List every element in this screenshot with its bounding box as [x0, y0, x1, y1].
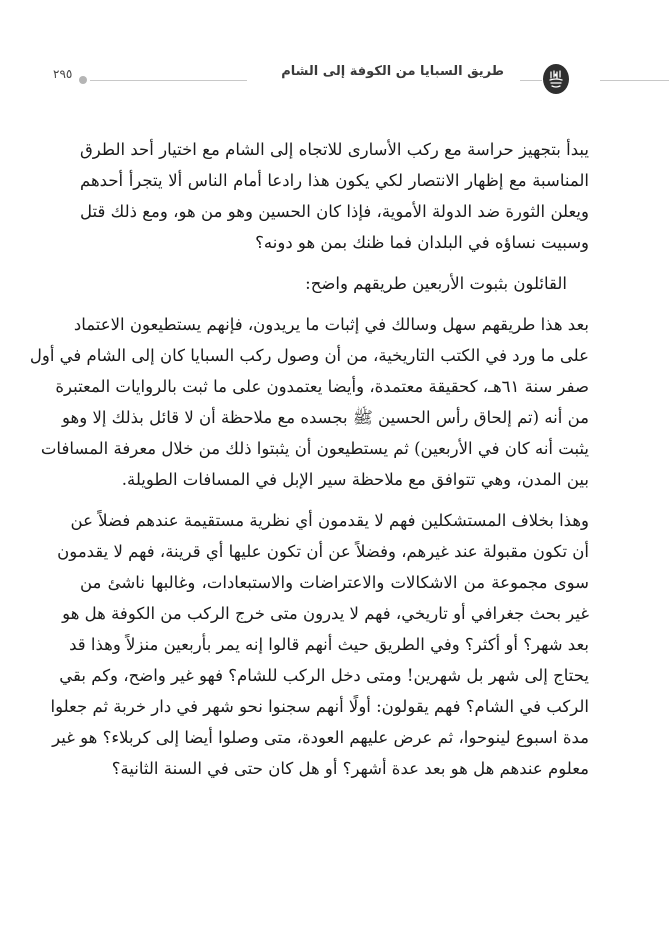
- text-line: على ما ورد في الكتب التاريخية، من أن وصول ركب السبايا كان إلى الشام في أول: [29, 346, 589, 365]
- text-line: بين المدن، وهي تتوافق مع ملاحظة سير الإبل في المسافات الطويلة.: [121, 470, 589, 489]
- text-line: وسبيت نساؤه في البلدان فما ظنك بمن هو دونه؟: [255, 233, 589, 252]
- text-line: أن تكون مقبولة عند غيرهم، وفضلاً عن أن تكون عليها أي قرينة، فهم لا يقدمون: [57, 542, 589, 561]
- header-rule-left: [90, 80, 247, 81]
- text-line: وهذا بخلاف المستشكلين فهم لا يقدمون أي نظرية مستقيمة عندهم فضلاً عن: [70, 511, 589, 530]
- text-line: صفر سنة ٦١هـ، كحقيقة معتمدة، وأيضا يعتمدون على ما ثبت بالروايات المعتبرة: [55, 377, 589, 396]
- text-line: يحتاج إلى شهر بل شهرين! ومتى دخل الركب للشام؟ فهو غير واضح، وكم بقي: [59, 666, 589, 685]
- section-subheading: القائلون بثبوت الأربعين طريقهم واضح:: [305, 274, 567, 293]
- text-line: معلوم عندهم هل هو بعد عدة أشهر؟ أو هل كان حتى في السنة الثانية؟: [111, 759, 589, 778]
- page-header: [0, 58, 669, 94]
- text-line: بعد شهر؟ أو أكثر؟ وفي الطريق حيث أنهم قالوا إنه يمر بأربعين منزلاً وهذا قد: [69, 635, 589, 654]
- page-number: ٢٩٥: [53, 67, 73, 81]
- text-line: غير بحث جغرافي أو تاريخي، فهم لا يدرون متى خرج الركب من الكوفة هل هو: [62, 604, 589, 623]
- paragraph-2: [29, 309, 589, 495]
- text-line: بعد هذا طريقهم سهل وسالك في إثبات ما يريدون، فإنهم يستطيعون الاعتماد: [73, 315, 589, 334]
- text-line: الركب في الشام؟ فهم يقولون: أولًا أنهم سجنوا نحو شهر في دار خربة ثم جعلوا: [50, 697, 589, 716]
- text-line: يبدأ بتجهيز حراسة مع ركب الأسارى للاتجاه إلى الشام مع اختيار أحد الطرق: [80, 140, 589, 159]
- text-line: مدة اسبوع لينوحوا، ثم عرض عليهم العودة، متى وصلوا أيضا إلى كربلاء؟ هو غير: [52, 728, 589, 747]
- text-line: المناسبة مع إظهار الانتصار لكي يكون هذا رادعا أمام الناس ألا يتجرأ أحدهم: [80, 171, 589, 190]
- paragraph-3: [50, 505, 589, 784]
- page-body: [29, 134, 589, 794]
- page-number-dot: [79, 76, 87, 84]
- text-line: من أنه (تم إلحاق رأس الحسين ﷺ بجسده مع ملاحظة أن لا قائل بذلك إلا وهو: [62, 408, 589, 427]
- running-title: طريق السبايا من الكوفة إلى الشام: [281, 64, 504, 79]
- text-line: سوى مجموعة من الاشكالات والاعتراضات والاستبعادات، وغالبها ناشئ من: [80, 573, 589, 592]
- calligraphy-seal-icon: [543, 64, 569, 94]
- text-line: يثبت أنه كان في الأربعين) ثم يستطيعون أن يثبتوا ذلك من خلال معرفة المسافات: [40, 439, 589, 458]
- header-rule-right-inner: [520, 80, 542, 81]
- header-rule-right-outer: [600, 80, 669, 81]
- text-line: ويعلن الثورة ضد الدولة الأموية، فإذا كان الحسين وهو من هو، ومع ذلك قتل: [80, 202, 589, 221]
- paragraph-1: [80, 134, 589, 258]
